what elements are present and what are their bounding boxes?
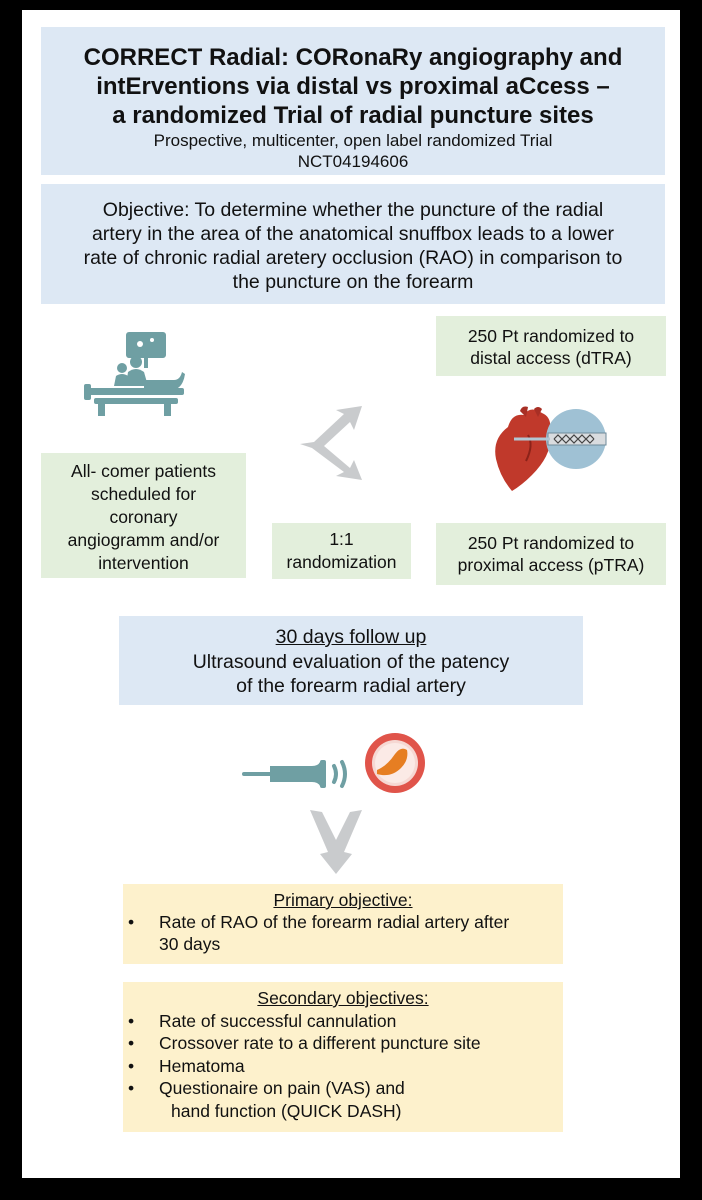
trial-id: NCT04194606 <box>297 152 409 171</box>
randomization-label: randomization <box>286 552 397 572</box>
patients-line-2: scheduled for <box>90 484 197 504</box>
infographic-panel <box>22 10 680 1178</box>
primary-objective-box <box>123 884 563 964</box>
proximal-line-1: 250 Pt randomized to <box>467 533 635 553</box>
title-box <box>41 27 665 175</box>
merge-arrow-icon <box>300 810 372 874</box>
ultrasound-probe-icon <box>240 756 352 792</box>
patients-box <box>41 453 246 578</box>
randomization-ratio: 1:1 <box>329 529 354 549</box>
followup-line-2: of the forearm radial artery <box>236 675 466 697</box>
patient-bed-icon <box>82 328 187 418</box>
subtitle: Prospective, multicenter, open label randomized Trial <box>153 131 553 150</box>
patients-line-4: angiogramm and/or <box>67 530 220 550</box>
list-item <box>123 1077 563 1122</box>
primary-item-line-1: Rate of RAO of the forearm radial artery after <box>159 912 510 932</box>
followup-heading: 30 days follow up <box>275 626 427 648</box>
distal-access-box <box>436 316 666 376</box>
distal-line-1: 250 Pt randomized to <box>467 326 635 346</box>
proximal-line-2: proximal access (pTRA) <box>457 555 645 575</box>
patients-line-5: intervention <box>98 553 189 573</box>
patients-line-1: All- comer patients <box>71 461 216 481</box>
objective-line-4: the puncture on the forearm <box>232 271 474 293</box>
list-item: • Rate of successful cannulation <box>123 1010 563 1033</box>
primary-heading: Primary objective: <box>273 890 413 910</box>
randomization-box <box>272 523 411 579</box>
followup-line-1: Ultrasound evaluation of the patency <box>192 650 510 673</box>
objective-box <box>41 184 665 304</box>
secondary-objectives-box <box>123 982 563 1132</box>
followup-box <box>119 616 583 705</box>
proximal-access-box <box>436 523 666 585</box>
objective-line-2: artery in the area of the anatomical snuffbox leads to a lower <box>91 223 615 245</box>
secondary-heading: Secondary objectives: <box>257 988 429 1008</box>
heart-catheter-icon <box>490 405 610 500</box>
secondary-item-4-line-2: hand function (QUICK DASH) <box>171 1100 402 1121</box>
primary-item-line-2: 30 days <box>159 934 221 954</box>
list-item <box>123 911 563 955</box>
title-line-1: CORRECT Radial: CORonaRy angiography and <box>83 44 623 71</box>
split-arrow-icon <box>294 406 366 480</box>
title <box>41 43 665 130</box>
title-line-3: a randomized Trial of radial puncture sites <box>112 102 594 129</box>
objective-line-3: rate of chronic radial aretery occlusion (RAO) in comparison to <box>83 247 623 269</box>
objective-line-1: Objective: To determine whether the puncture of the radial <box>102 199 604 221</box>
patients-line-3: coronary <box>109 507 178 527</box>
title-line-2: intErventions via distal vs proximal aCcess – <box>96 73 610 100</box>
distal-line-2: distal access (dTRA) <box>470 348 632 368</box>
primary-list <box>123 911 563 955</box>
secondary-item-4-line-1: Questionaire on pain (VAS) and <box>159 1078 405 1098</box>
list-item: • Hematoma <box>123 1055 563 1078</box>
secondary-list <box>123 1010 563 1123</box>
artery-cross-section-icon <box>362 730 428 796</box>
list-item: • Crossover rate to a different puncture site <box>123 1032 563 1055</box>
